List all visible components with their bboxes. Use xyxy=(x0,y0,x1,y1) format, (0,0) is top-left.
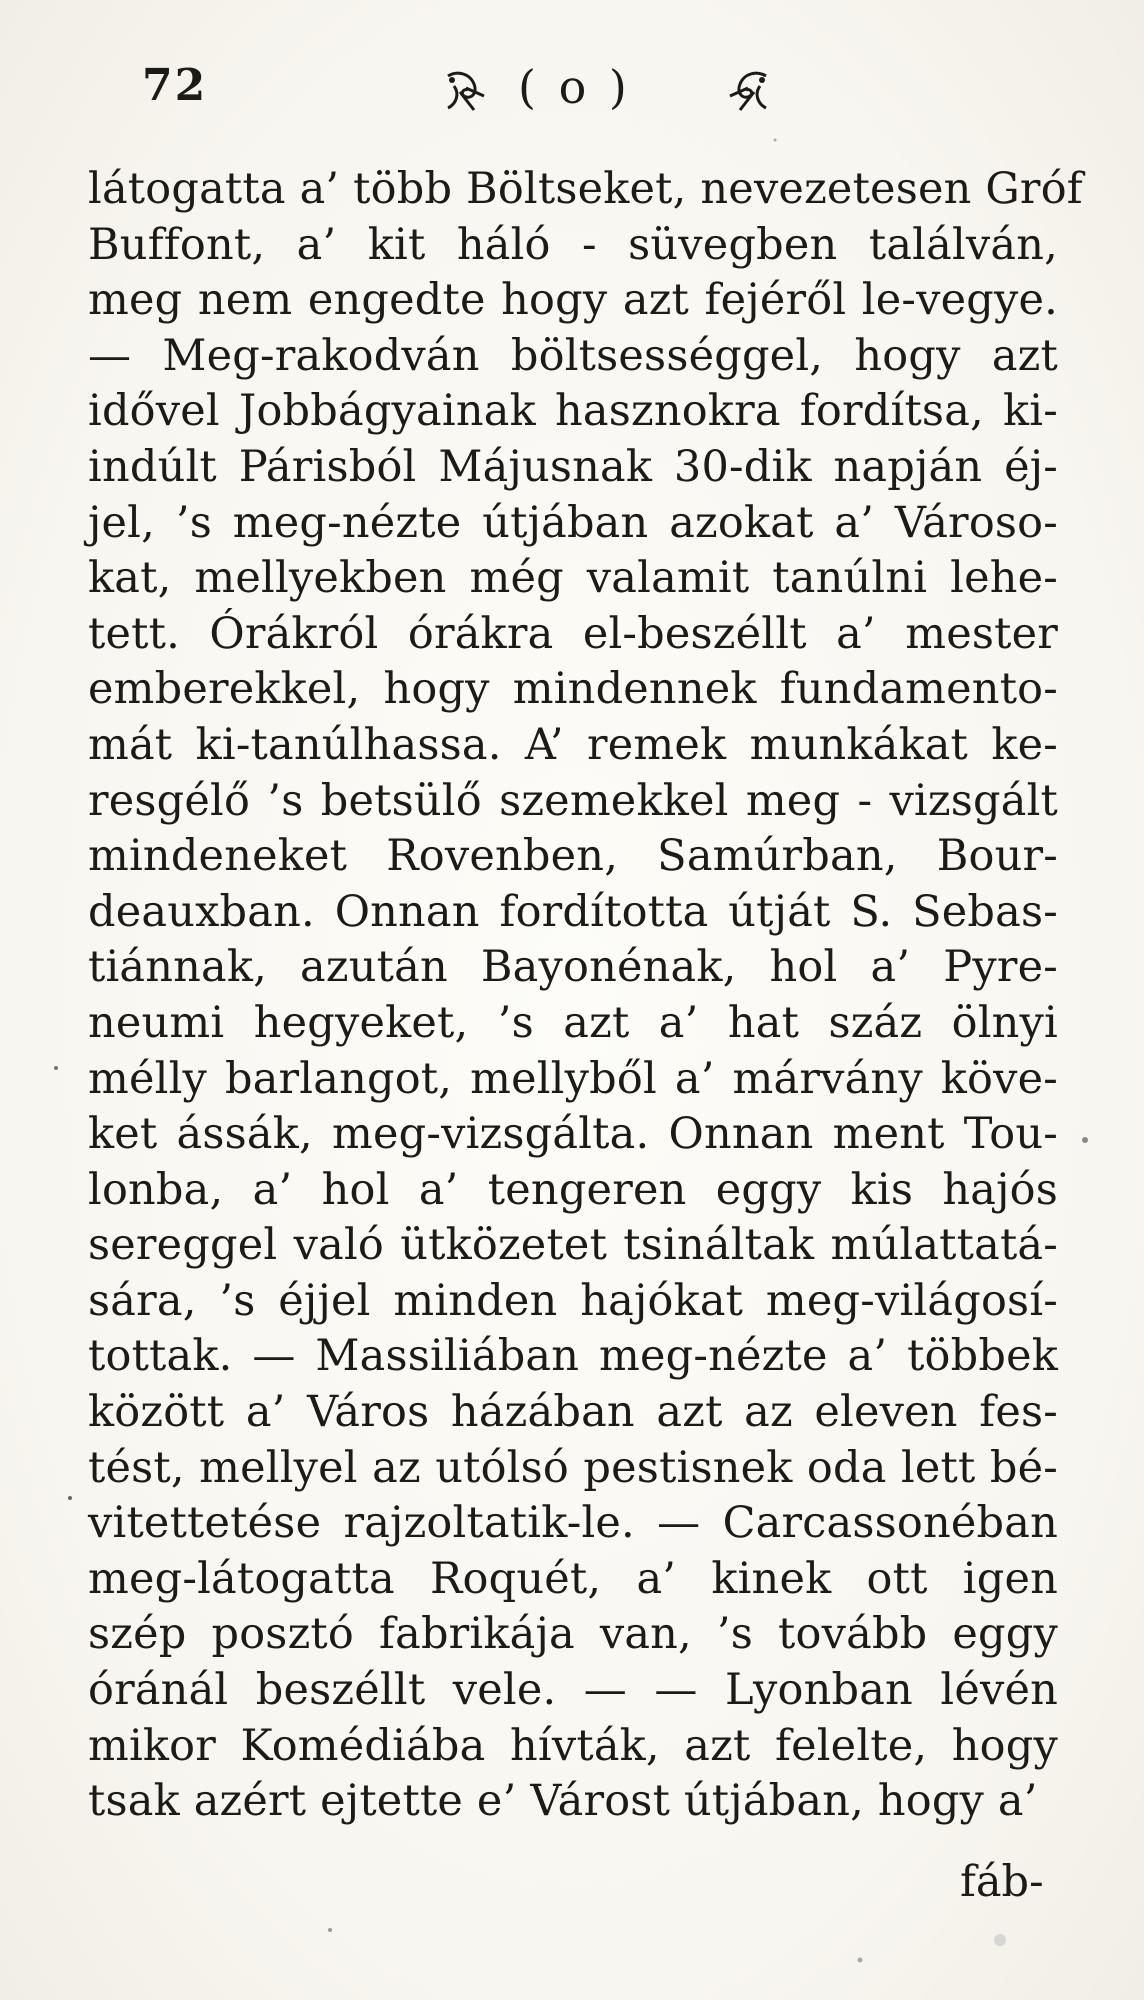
text-line: resgélő ’s betsülő szemekkel meg - vizsgált xyxy=(88,775,1058,826)
text-line: között a’ Város házában azt az eleven fes- xyxy=(88,1387,1058,1438)
text-line: kat, mellyekben még valamit tanúlni lehe- xyxy=(88,553,1058,604)
text-line: deauxban. Onnan fordította útját S. Sebas- xyxy=(88,886,1058,937)
text-line: — Meg-rakodván böltsességgel, hogy azt xyxy=(88,330,1058,381)
text-line: tiánnak, azután Bayonénak, hol a’ Pyre- xyxy=(88,942,1058,993)
text-line: idővel Jobbágyainak hasznokra fordítsa, ki- xyxy=(88,386,1058,437)
text-line: mélly barlangot, mellyből a’ márvány köve- xyxy=(88,1053,1058,1104)
text-line: tsak azért ejtette e’ Várost útjában, hogy a’ xyxy=(88,1776,1038,1827)
text-line: sára, ’s éjjel minden hajókat meg-világosí- xyxy=(88,1275,1058,1326)
text-line: Buffont, a’ kit háló - süvegben találván, xyxy=(88,219,1058,270)
text-line: lonba, a’ hol a’ tengeren eggy kis hajós xyxy=(88,1164,1058,1215)
text-line: meg-látogatta Roquét, a’ kinek ott igen xyxy=(88,1553,1058,1604)
body-text xyxy=(88,162,1083,1830)
text-line: óránál beszéllt vele. — — Lyonban lévén xyxy=(88,1665,1058,1716)
fleuron-ornament-icon xyxy=(724,66,774,116)
text-line: mát ki-tanúlhassa. A’ remek munkákat ke- xyxy=(88,719,1058,770)
text-line: indúlt Párisból Májusnak 30-dik napján éj- xyxy=(88,441,1058,492)
text-line: emberekkel, hogy mindennek fundamento- xyxy=(88,664,1058,715)
text-line: vitettetése rajzoltatik-le. — Carcassonéban xyxy=(88,1498,1058,1549)
text-line: mikor Komédiába hívták, azt felelte, hogy xyxy=(88,1720,1058,1771)
text-line: meg nem engedte hogy azt fejéről le-vegye. xyxy=(88,275,1058,326)
text-line: szép posztó fabrikája van, ’s tovább eggy xyxy=(88,1609,1058,1660)
text-line: tottak. — Massiliában meg-nézte a’ többek xyxy=(88,1331,1058,1382)
text-line: látogatta a’ több Böltseket, nevezetesen Gróf xyxy=(88,164,1083,214)
text-line: tést, mellyel az utólsó pestisnek oda lett bé- xyxy=(88,1442,1058,1493)
text-line: mindeneket Rovenben, Samúrban, Bour- xyxy=(88,831,1058,882)
running-header xyxy=(0,58,1144,128)
text-line: tett. Órákról órákra el-beszéllt a’ mester xyxy=(88,608,1058,659)
signature-mark: ( o ) xyxy=(518,60,631,114)
text-line: neumi hegyeket, ’s azt a’ hat száz ölnyi xyxy=(88,997,1058,1048)
fleuron-ornament-icon xyxy=(440,66,490,116)
text-line: ket ássák, meg-vizsgálta. Onnan ment Tou- xyxy=(88,1109,1058,1160)
catchword: fáb- xyxy=(960,1857,1044,1907)
page-number: 72 xyxy=(142,60,208,111)
text-line: sereggel való ütközetet tsináltak múlattatá- xyxy=(88,1220,1058,1271)
text-line: jel, ’s meg-nézte útjában azokat a’ Városo- xyxy=(88,497,1058,548)
